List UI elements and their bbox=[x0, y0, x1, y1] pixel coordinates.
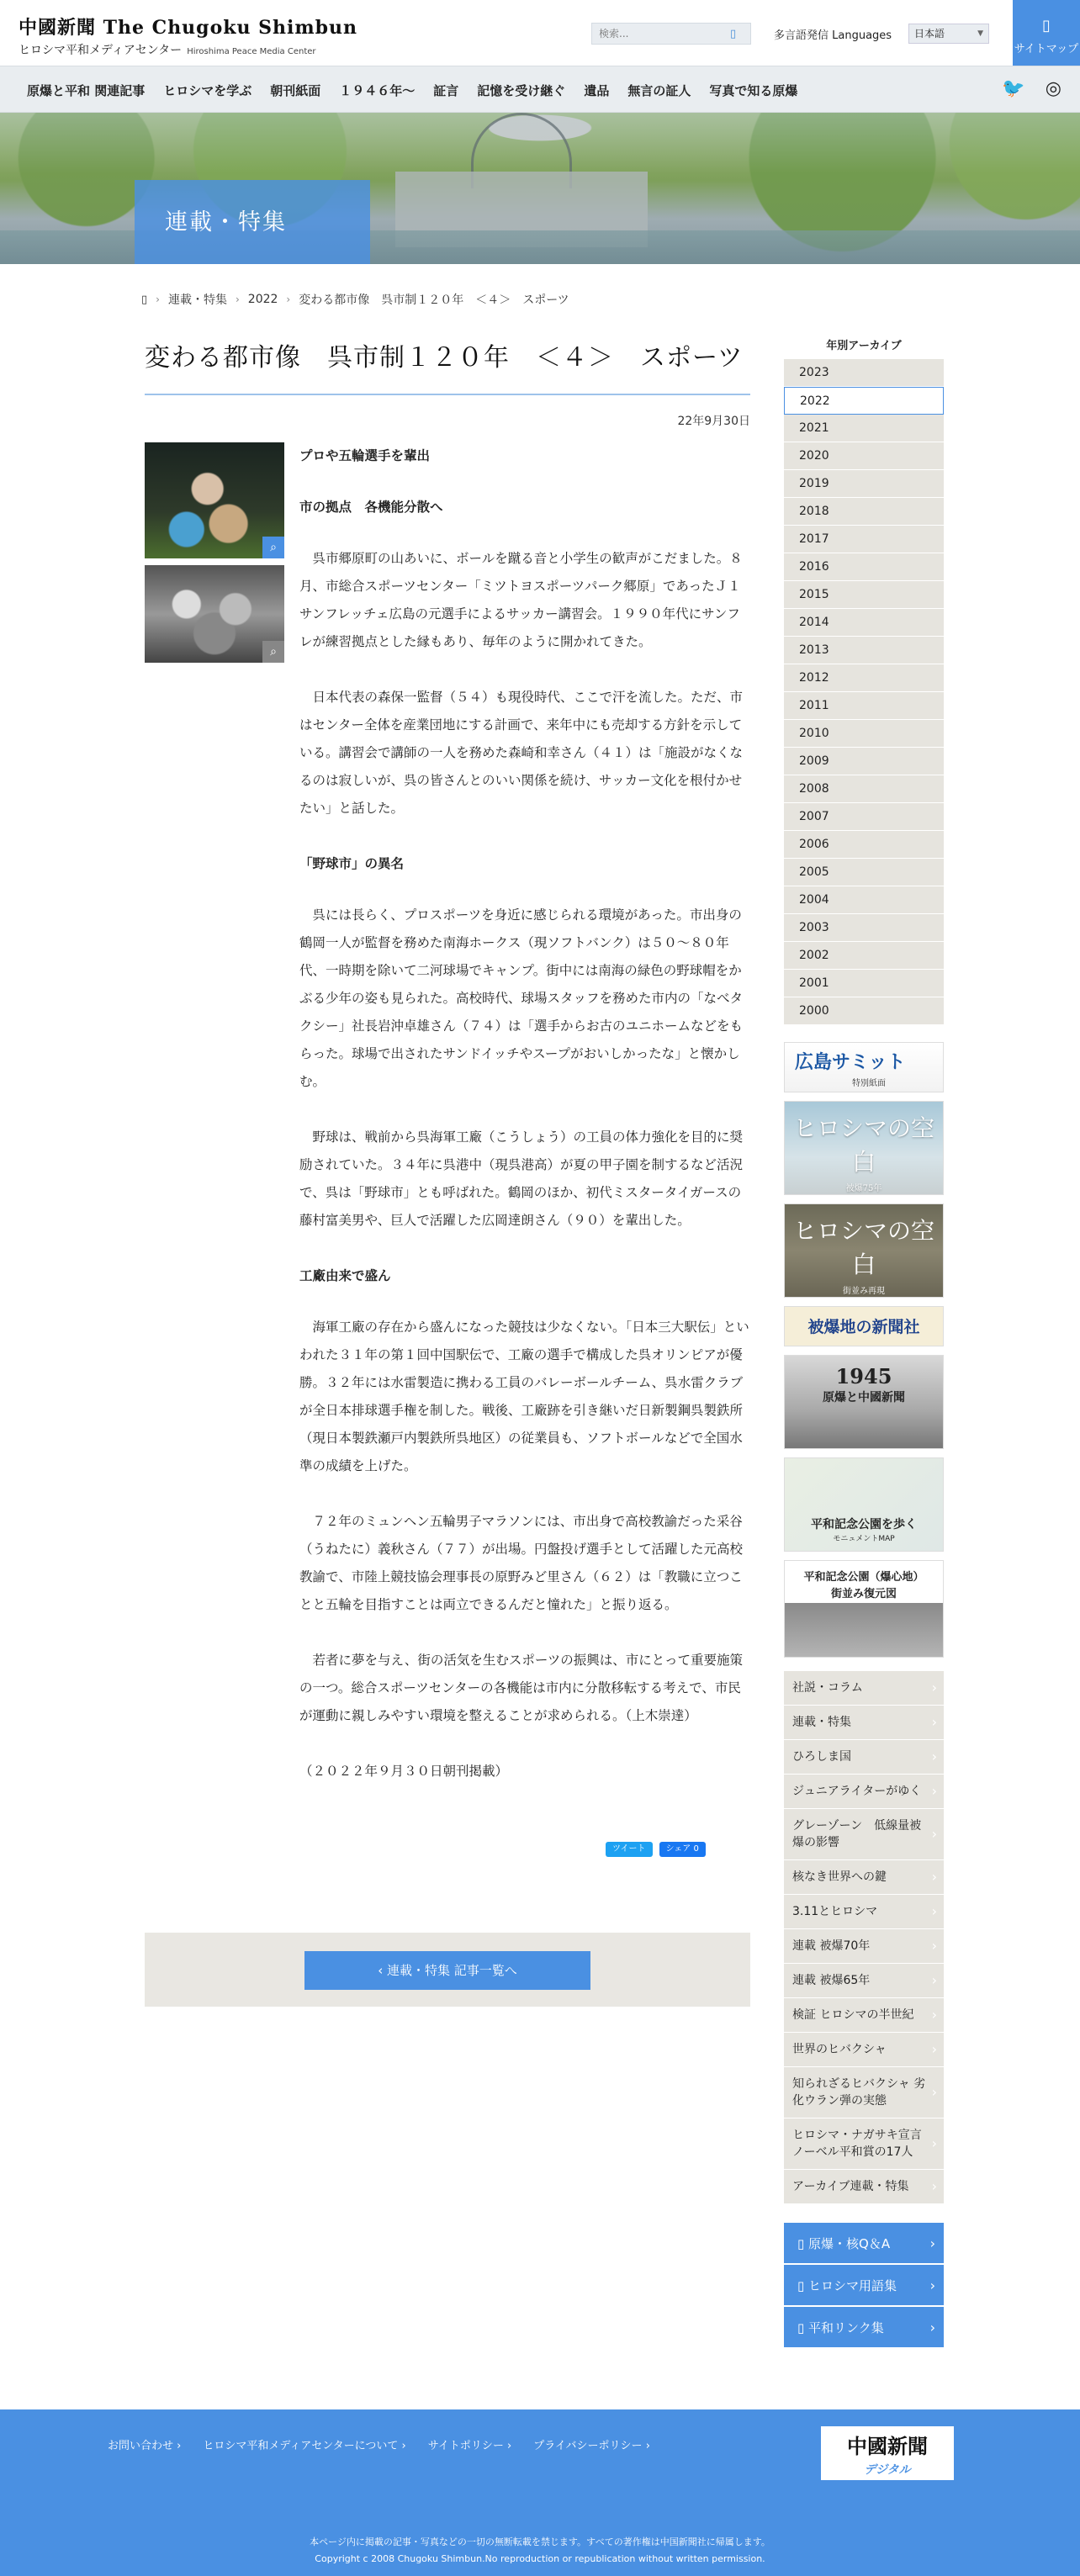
back-to-list-label: 連載・特集 記事一覧へ bbox=[387, 1963, 517, 1978]
category-item[interactable]: グレーゾーン 低線量被爆の影響 › bbox=[784, 1809, 944, 1860]
year-item[interactable]: 2021 bbox=[784, 415, 944, 442]
nav-item-relics[interactable]: 遺品 bbox=[584, 83, 610, 98]
share-buttons bbox=[606, 1842, 706, 1857]
link-nuclear-qa[interactable]: ▯ 原爆・核Q＆A › bbox=[784, 2223, 944, 2265]
link-glossary[interactable]: ▯ ヒロシマ用語集 › bbox=[784, 2265, 944, 2307]
category-item[interactable]: ひろしま国 › bbox=[784, 1740, 944, 1775]
article-photo[interactable] bbox=[145, 565, 284, 663]
category-item[interactable]: 連載 被爆70年 › bbox=[784, 1929, 944, 1964]
year-item[interactable]: 2006 bbox=[784, 831, 944, 859]
year-item[interactable]: 2003 bbox=[784, 914, 944, 942]
hero-title: 連載・特集 bbox=[135, 180, 370, 264]
nav-item-memory[interactable]: 記憶を受け継ぐ bbox=[477, 83, 566, 98]
sidebar bbox=[784, 336, 944, 2349]
chevron-down-icon: ▼ bbox=[977, 29, 983, 38]
year-item[interactable]: 2017 bbox=[784, 526, 944, 553]
year-item[interactable]: 2005 bbox=[784, 859, 944, 886]
article-paragraph: 野球は、戦前から呉海軍工廠（こうしょう）の工員の体力強化を目的に奨励されていた。３４年に呉港中（現呉港高）が夏の甲子園を制するなど活況で、呉は「野球市」とも呼ばれた。鶴岡のほか、初代ミスタータイガースの藤村富美男や、巨人で活躍した広岡達朗さん（９０）を輩出した。 bbox=[299, 1129, 744, 1228]
year-item-active[interactable]: 2022 bbox=[784, 387, 944, 415]
category-item[interactable]: 3.11とヒロシマ › bbox=[784, 1895, 944, 1929]
nav-item-testimony[interactable]: 証言 bbox=[433, 83, 459, 98]
nav-item-learn[interactable]: ヒロシマを学ぶ bbox=[163, 83, 252, 98]
category-item[interactable]: 連載・特集 › bbox=[784, 1706, 944, 1740]
category-list bbox=[784, 1671, 944, 2204]
search-icon[interactable]: ▯ bbox=[730, 27, 737, 40]
search-input[interactable] bbox=[592, 28, 727, 40]
category-item[interactable]: 連載 被爆65年 › bbox=[784, 1964, 944, 1998]
category-item[interactable]: 核なき世界への鍵 › bbox=[784, 1860, 944, 1895]
article-title: 変わる都市像 呉市制１２０年 ＜４＞ スポーツ bbox=[145, 336, 750, 395]
main-nav bbox=[0, 66, 1080, 113]
logo-title: 中國新聞 The Chugoku Shimbun bbox=[19, 17, 358, 39]
year-item[interactable]: 2002 bbox=[784, 942, 944, 970]
article-paragraph: ７２年のミュンヘン五輪男子マラソンには、市出身で高校教諭だった采谷（うねたに）義秋さん（７７）が出場。円盤投げ選手として活躍した元高校教諭で、市陸上競技協会理事長の原野みど里さん（６２）は「教職に立つことと五輪を目指すことは両立できるんだと憧れた」と振り返る。 bbox=[299, 1514, 744, 1612]
banner-hiroshima-kuhaku-streets[interactable]: ヒロシマの空白 街並み再現 bbox=[784, 1203, 944, 1298]
copyright bbox=[0, 2534, 1080, 2568]
footer-link-site-policy[interactable]: サイトポリシー › bbox=[427, 2440, 512, 2452]
language-label: 多言語発信 Languages bbox=[774, 29, 892, 42]
breadcrumb: ▯ › 連載・特集 › 2022 › 変わる都市像 呉市制１２０年 ＜４＞ スポーツ bbox=[141, 293, 569, 307]
article-published-note: （２０２２年９月３０日朝刊掲載） bbox=[299, 1764, 509, 1779]
tweet-button[interactable]: ツイート bbox=[606, 1842, 653, 1857]
category-item[interactable]: 知られざるヒバクシャ 劣化ウラン弾の実態 › bbox=[784, 2067, 944, 2118]
year-archive-list bbox=[784, 359, 944, 1025]
hero-banner bbox=[0, 113, 1080, 264]
logo-subtitle: ヒロシマ平和メディアセンター bbox=[19, 44, 183, 57]
year-item[interactable]: 2012 bbox=[784, 664, 944, 692]
article-date: 22年9月30日 bbox=[677, 415, 750, 428]
footer-link-contact[interactable]: お問い合わせ › bbox=[108, 2440, 182, 2452]
copyright-text: Copyright c 2008 Chugoku Shimbun.No reproduction or republication without written permission. bbox=[315, 2553, 765, 2564]
zoom-icon[interactable]: ⌕ bbox=[262, 641, 284, 663]
nav-item-articles[interactable]: 原爆と平和 関連記事 bbox=[27, 83, 146, 98]
year-item[interactable]: 2009 bbox=[784, 748, 944, 775]
article-paragraph: 呉市郷原町の山あいに、ボールを蹴る音と小学生の歓声がこだました。８月、市総合スポーツセンター「ミツトヨスポーツパーク郷原」であったＪ１サンフレッチェ広島の元選手によるサッカー講習会。１９９０年代にサンフレが練習拠点とした縁もあり、毎年のように開かれてきた。 bbox=[299, 551, 743, 649]
year-item[interactable]: 2013 bbox=[784, 637, 944, 664]
article-paragraph: 若者に夢を与え、街の活気を生むスポーツの振興は、市にとって重要施策の一つ。総合スポーツセンターの各機能は市内に分散移転する考えで、市民が運動に親しみやすい環境を整えることが求められる。（上木崇達） bbox=[299, 1653, 744, 1723]
category-item[interactable]: アーカイブ連載・特集 › bbox=[784, 2170, 944, 2204]
search-box bbox=[591, 23, 751, 45]
category-item[interactable]: 社説・コラム › bbox=[784, 1671, 944, 1706]
article-paragraph: 日本代表の森保一監督（５４）も現役時代、ここで汗を流した。ただ、市はセンター全体を産業団地にする計画で、来年中にも売却する方針を示している。講習会で講師の一人を務めた森崎和幸さん（４１）は「施設がなくなるのは寂しいが、呉の皆さんとのいい関係を続け、サッカー文化を根付かせたい」と話した。 bbox=[299, 690, 744, 816]
language-select[interactable] bbox=[908, 24, 989, 44]
year-item[interactable]: 2000 bbox=[784, 997, 944, 1025]
year-item[interactable]: 2008 bbox=[784, 775, 944, 803]
nav-item-silent-witness[interactable]: 無言の証人 bbox=[627, 83, 691, 98]
year-item[interactable]: 2023 bbox=[784, 359, 944, 387]
logo-subtitle-en: Hiroshima Peace Media Center bbox=[187, 47, 316, 56]
sitemap-label: サイトマップ bbox=[1014, 43, 1079, 56]
banner-hibakuchi-newspaper[interactable]: 被爆地の新聞社 bbox=[784, 1306, 944, 1346]
banner-hiroshima-kuhaku-75[interactable]: ヒロシマの空白 被爆75年 bbox=[784, 1101, 944, 1195]
menu-icon: ▯ bbox=[1042, 17, 1051, 34]
copyright-notice: 本ページ内に掲載の記事・写真などの一切の無断転載を禁じます。すべての著作権は中国新聞社に帰属します。 bbox=[310, 2536, 770, 2547]
year-item[interactable]: 2004 bbox=[784, 886, 944, 914]
footer-link-privacy[interactable]: プライバシーポリシー › bbox=[533, 2440, 650, 2452]
category-item[interactable]: ジュニアライターがゆく › bbox=[784, 1775, 944, 1809]
site-logo[interactable] bbox=[19, 13, 357, 58]
category-item[interactable]: 検証 ヒロシマの半世紀 › bbox=[784, 1998, 944, 2033]
year-item[interactable]: 2018 bbox=[784, 498, 944, 526]
banner-hiroshima-summit[interactable]: 広島サミット 特別紙面 bbox=[784, 1042, 944, 1092]
article-subheading: 市の拠点 各機能分散へ bbox=[299, 500, 443, 515]
zoom-icon[interactable]: ⌕ bbox=[262, 537, 284, 558]
article-subheading: 工廠由来で盛ん bbox=[299, 1268, 391, 1283]
banner-peace-park-walk[interactable]: 平和記念公園を歩く モニュメントMAP bbox=[784, 1457, 944, 1552]
twitter-icon[interactable]: 🐦 bbox=[1002, 78, 1025, 99]
article-photo[interactable] bbox=[145, 442, 284, 558]
year-item[interactable]: 2001 bbox=[784, 970, 944, 997]
link-peace-links[interactable]: ▯ 平和リンク集 › bbox=[784, 2307, 944, 2349]
banner-1945[interactable]: 1945 原爆と中國新聞 bbox=[784, 1355, 944, 1449]
breadcrumb-current: 変わる都市像 呉市制１２０年 ＜４＞ スポーツ bbox=[299, 294, 569, 307]
facebook-share-button[interactable]: シェア 0 bbox=[659, 1842, 706, 1857]
article-paragraph: 海軍工廠の存在から盛んになった競技は少なくない。「日本三大駅伝」といわれた３１年の第１回中国駅伝で、工廠の選手で構成した呉オリンピアが優勝。３２年には水雷製造に携わる工員のバレーボールチーム、呉水雷クラブが全日本排球選手権を制した。戦後、工廠跡を引き継いだ日新製鋼呉製鉄所（現日本製鉄瀬戸内製鉄所呉地区）の従業員も、ソフトボールなどで全国水準の成績を上げた。 bbox=[299, 1320, 749, 1473]
category-item[interactable]: ヒロシマ・ナガサキ宣言 ノーベル平和賞の17人 › bbox=[784, 2118, 944, 2170]
banner-list bbox=[784, 1042, 944, 1658]
banner-peace-park-restoration[interactable]: 平和記念公園（爆心地） 街並み復元図 bbox=[784, 1560, 944, 1658]
sitemap-button[interactable] bbox=[1013, 0, 1080, 66]
home-icon[interactable]: ▯ bbox=[141, 293, 148, 306]
language-selected: 日本語 bbox=[914, 28, 945, 40]
instagram-icon[interactable]: ◎ bbox=[1045, 78, 1061, 99]
site-header bbox=[0, 0, 1080, 66]
site-footer bbox=[0, 2409, 1080, 2576]
year-item[interactable]: 2016 bbox=[784, 553, 944, 581]
social-links bbox=[1002, 78, 1061, 99]
reference-links bbox=[784, 2223, 944, 2349]
article-subheading: 「野球市」の異名 bbox=[299, 856, 405, 871]
back-to-list-section bbox=[145, 1933, 750, 2007]
year-item[interactable]: 2019 bbox=[784, 470, 944, 498]
article-lead: プロや五輪選手を輩出 bbox=[299, 448, 431, 463]
article-paragraph: 呉には長らく、プロスポーツを身近に感じられる環境があった。市出身の鶴岡一人が監督を務めた南海ホークス（現ソフトバンク）は５０〜８０年代、一時期を除いて二河球場でキャンプ。街中には南海の緑色の野球帽をかぶる少年の姿も見られた。高校時代、球場スタッフを務めた市内の「なべタクシー」社長岩沖卓雄さん（７４）は「選手からお古のユニホームなどをもらった。球場で出されたサンドイッチやスープがおいしかったな」と懐かしむ。 bbox=[299, 907, 744, 1089]
nav-item-1946[interactable]: １９４６年〜 bbox=[339, 83, 416, 98]
year-item[interactable]: 2020 bbox=[784, 442, 944, 470]
photo-thumbnails bbox=[145, 442, 284, 669]
archive-title: 年別アーカイブ bbox=[826, 340, 902, 352]
year-item[interactable]: 2010 bbox=[784, 720, 944, 748]
article-body bbox=[299, 442, 750, 1813]
article bbox=[145, 336, 750, 1854]
breadcrumb-category[interactable]: 連載・特集 bbox=[167, 294, 227, 307]
nav-item-morning-paper[interactable]: 朝刊紙面 bbox=[270, 83, 321, 98]
nav-item-photos[interactable]: 写真で知る原爆 bbox=[709, 83, 798, 98]
category-item[interactable]: 世界のヒバクシャ › bbox=[784, 2033, 944, 2067]
year-item[interactable]: 2007 bbox=[784, 803, 944, 831]
breadcrumb-year[interactable]: 2022 bbox=[247, 293, 278, 306]
back-to-list-button[interactable]: ‹ 連載・特集 記事一覧へ bbox=[304, 1951, 590, 1990]
chugoku-digital-logo[interactable]: 中國新聞 デジタル bbox=[821, 2426, 954, 2480]
footer-links bbox=[108, 2436, 650, 2452]
footer-link-about[interactable]: ヒロシマ平和メディアセンターについて › bbox=[203, 2440, 406, 2452]
year-item[interactable]: 2015 bbox=[784, 581, 944, 609]
year-item[interactable]: 2014 bbox=[784, 609, 944, 637]
year-item[interactable]: 2011 bbox=[784, 692, 944, 720]
